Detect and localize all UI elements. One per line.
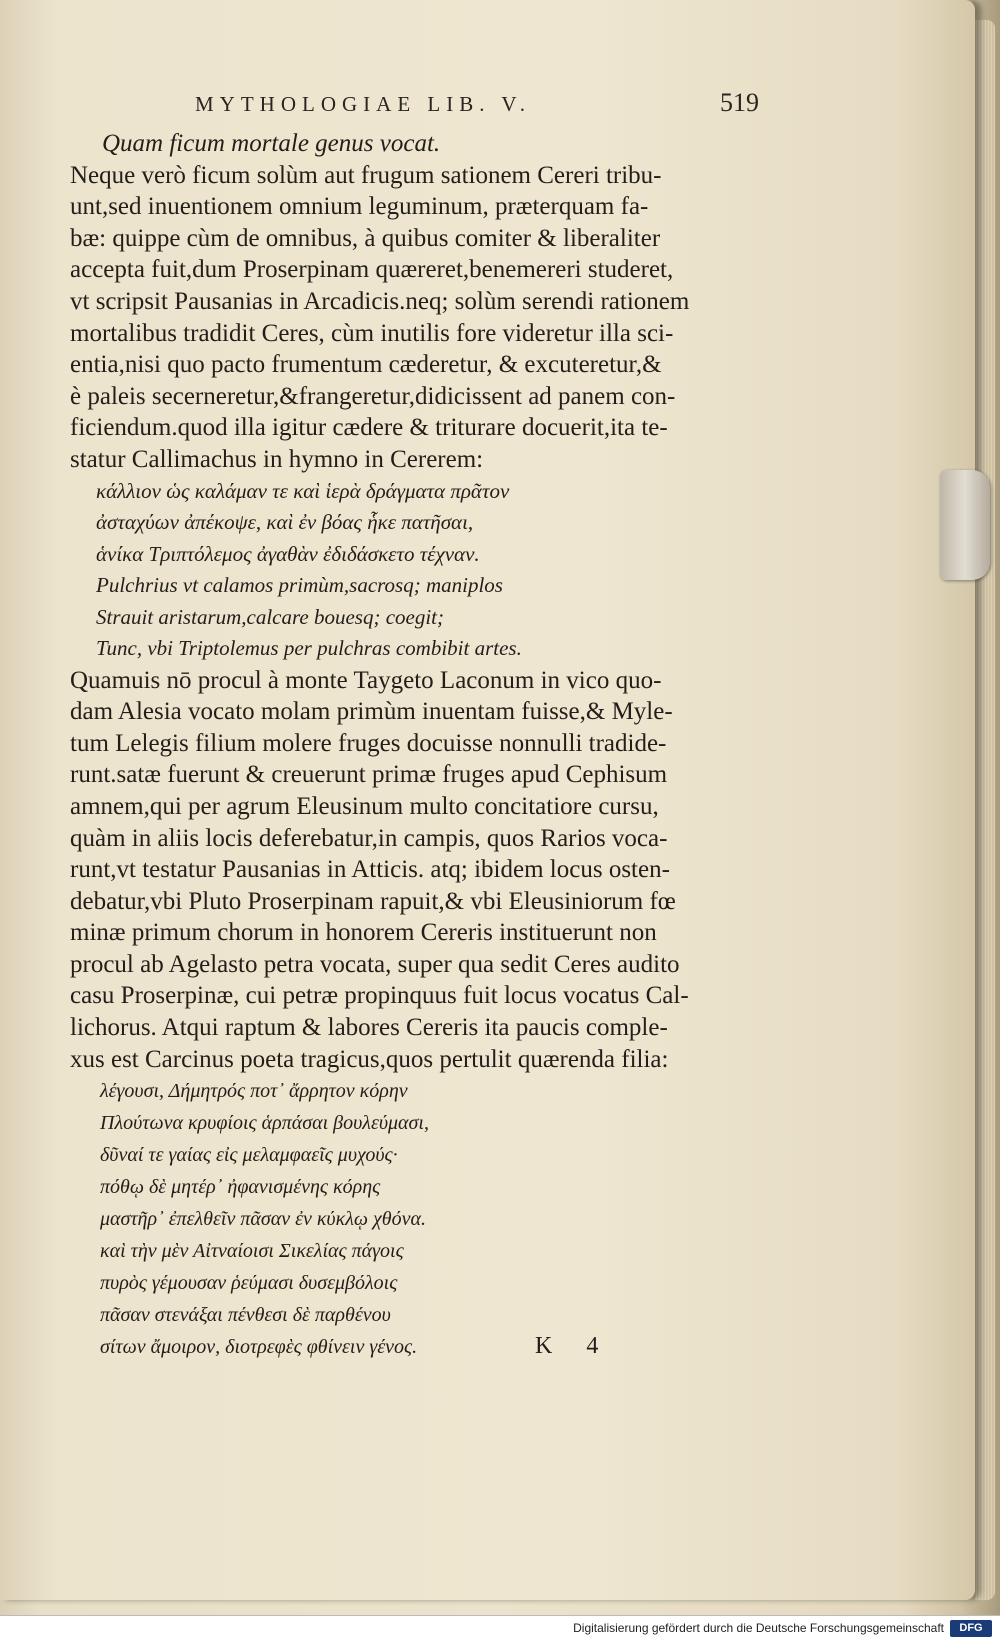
- text-line: tum Lelegis filium molere fruges docuisse nonnulli tradide-: [70, 729, 667, 757]
- text-line: ficiendum.quod illa igitur cædere & triturare docuerit,ita te-: [70, 414, 668, 442]
- text-line: statur Callimachus in hymno in Cererem:: [70, 445, 484, 473]
- text-line: Quam ficum mortale genus vocat.: [102, 130, 441, 157]
- greek-verse-line: Πλούτωνα κρυφίοις ἁρπάσαι βουλεύμασι,: [100, 1112, 429, 1135]
- text-line: minæ primum chorum in honorem Cereris instituerunt non: [70, 919, 657, 947]
- text-line: Quamuis nō procul à monte Taygeto Laconum in vico quo-: [70, 666, 662, 694]
- dfg-logo[interactable]: DFG: [950, 1620, 992, 1637]
- text-line: runt,vt testatur Pausanias in Atticis. atq; ibidem locus osten-: [70, 856, 670, 884]
- text-line: amnem,qui per agrum Eleusinum multo concitatiore cursu,: [70, 792, 659, 820]
- text-line: mortalibus tradidit Ceres, cùm inutilis fore videretur illa sci-: [70, 319, 674, 347]
- greek-verse-line: σίτων ἄμοιρον, διοτρεφὲς φθίνειν γένος.: [100, 1336, 418, 1359]
- text-line: debatur,vbi Pluto Proserpinam rapuit,& vbi Eleusiniorum fœ: [70, 887, 676, 915]
- text-line: bæ: quippe cùm de omnibus, à quibus comiter & liberaliter: [70, 224, 661, 252]
- signature-mark: K 4: [535, 1333, 613, 1359]
- text-line: entia,nisi quo pacto frumentum cæderetur, & excuteretur,&: [70, 351, 662, 379]
- page-text: [70, 128, 750, 1363]
- greek-verse-line: δῦναί τε γαίας εἰς μελαμφαεῖς μυχούς·: [100, 1144, 398, 1167]
- greek-verse-line: πυρὸς γέμουσαν ῥεύμασι δυσεμβόλοις: [100, 1272, 398, 1295]
- text-line: unt,sed inuentionem omnium leguminum, præterquam fa-: [70, 193, 649, 221]
- greek-verse-line: κάλλιον ὡς καλάμαν τε καὶ ἱερὰ δράγματα πρᾶτον: [96, 478, 510, 503]
- text-line: procul ab Agelasto petra vocata, super qua sedit Ceres audito: [70, 950, 680, 978]
- text-line: quàm in aliis locis deferebatur,in campis, quos Rarios voca-: [70, 824, 668, 852]
- page-number: 519: [720, 88, 759, 117]
- greek-verse-line: ἁνίκα Τριπτόλεμος ἀγαθὰν ἐδιδάσκετο τέχναν.: [96, 541, 480, 566]
- greek-verse-line: πᾶσαν στενάξαι πένθεσι δὲ παρθένου: [100, 1304, 391, 1327]
- page-clip: [940, 470, 990, 580]
- funding-credit: Digitalisierung gefördert durch die Deutsche Forschungsgemeinschaft: [573, 1621, 944, 1635]
- page-edges: [975, 20, 995, 1600]
- greek-verse-line: μαστῆρ᾽ ἐπελθεῖν πᾶσαν ἐν κύκλῳ χθόνα.: [100, 1208, 426, 1231]
- text-line: vt scripsit Pausanias in Arcadicis.neq; solùm serendi rationem: [70, 287, 690, 315]
- latin-verse-line: Pulchrius vt calamos primùm,sacrosq; maniplos: [96, 573, 503, 598]
- text-line: Neque verò ficum solùm aut frugum sationem Cereri tribu-: [70, 161, 662, 189]
- footer-bar: [0, 1615, 1000, 1642]
- text-line: lichorus. Atqui raptum & labores Cereris ita paucis comple-: [70, 1014, 668, 1042]
- text-line: runt.satæ fuerunt & creuerunt primæ fruges apud Cephisum: [70, 761, 668, 789]
- text-line: è paleis secerneretur,&frangeretur,didicissent ad panem con-: [70, 382, 676, 410]
- greek-verse-line: ἀσταχύων ἀπέκοψε, καὶ ἐν βόας ἧκε πατῆσαι,: [96, 510, 474, 535]
- greek-verse-line: καὶ τὴν μὲν Αἰτναίοισι Σικελίας πάγοις: [100, 1240, 404, 1263]
- text-line: dam Alesia vocato molam primùm inuentam fuisse,& Myle-: [70, 698, 673, 726]
- text-line: casu Proserpinæ, cui petræ propinquus fuit locus vocatus Cal-: [70, 982, 689, 1010]
- greek-verse-line: πόθῳ δὲ μητέρ᾽ ἠφανισμένης κόρης: [100, 1176, 381, 1199]
- text-line: accepta fuit,dum Proserpinam quæreret,benemereri studeret,: [70, 256, 674, 284]
- latin-verse-line: Tunc, vbi Triptolemus per pulchras combibit artes.: [96, 636, 522, 661]
- latin-verse-line: Strauit aristarum,calcare bouesq; coegit;: [96, 604, 445, 629]
- running-title: MYTHOLOGIAE LIB. V.: [195, 92, 532, 116]
- greek-verse-line: λέγουσι, Δήμητρός ποτ᾽ ἄρρητον κόρην: [100, 1080, 408, 1103]
- text-line: xus est Carcinus poeta tragicus,quos pertulit quærenda filia:: [70, 1045, 669, 1073]
